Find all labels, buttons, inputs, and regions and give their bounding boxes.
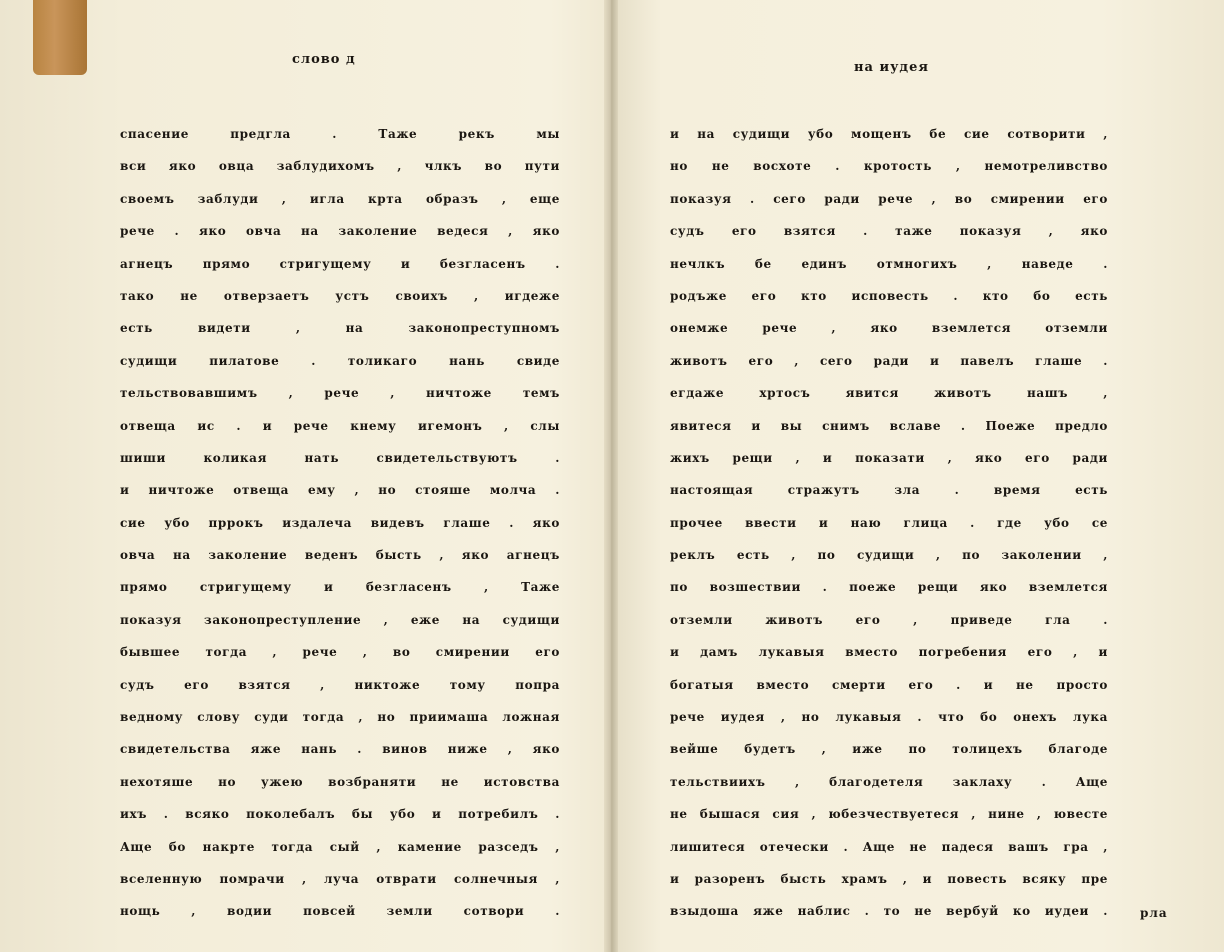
left-text-line: ведному слову суди тогда , но приимаша ложная <box>120 710 560 725</box>
left-text-line: есть видети , на законопреступномъ <box>120 321 560 336</box>
right-text-line: и дамъ лукавыя вместо погребения его , и <box>670 645 1108 660</box>
right-text-line: взыдоша яже наблис . то не вербуй ко иудеи . <box>670 904 1108 919</box>
left-text-line: судищи пилатове . толикаго нань свиде <box>120 353 560 368</box>
left-text-line: шиши коликая нать свидетельствуютъ . <box>120 450 560 465</box>
right-page <box>618 0 1224 952</box>
right-text-line: нечлкъ бе единъ отмногихъ , наведе . <box>670 256 1108 271</box>
catchword: рла <box>1140 906 1168 920</box>
right-text-line: животъ его , сего ради и павелъ глаше . <box>670 353 1108 368</box>
right-text-line: по возшествии . поеже рещи яко вземлется <box>670 580 1108 595</box>
right-text-line: лишитеся отечески . Аще не падеся вашъ гра , <box>670 839 1108 854</box>
left-text-line: вселенную помрачи , луча отврати солнечныя , <box>120 871 560 886</box>
left-text-line: и ничтоже отвеща ему , но стояше молча . <box>120 483 560 498</box>
right-text-line: реклъ есть , по судищи , по заколении , <box>670 548 1108 563</box>
right-text-line: явитеся и вы снимъ вславе . Поеже предло <box>670 418 1108 433</box>
left-text-line: тельствовавшимъ , рече , ничтоже темъ <box>120 386 560 401</box>
left-text-line: ихъ . всяко поколебалъ бы убо и потребилъ . <box>120 807 560 822</box>
right-text-line: рече иудея , но лукавыя . что бо онехъ лука <box>670 710 1108 725</box>
right-text-line: судъ его взятся . таже показуя , яко <box>670 224 1108 239</box>
left-text-line: своемъ заблуди , игла крта образъ , еще <box>120 191 560 206</box>
right-text-line: родъже его кто исповесть . кто бо есть <box>670 288 1108 303</box>
right-text-line: богатыя вместо смерти его . и не просто <box>670 677 1108 692</box>
left-page-header: слово д <box>292 52 356 67</box>
right-text-line: но не восхоте . кротость , немотреливство <box>670 159 1108 174</box>
left-text-line: сие убо пррокъ издалеча видевъ глаше . яко <box>120 515 560 530</box>
left-page <box>0 0 604 952</box>
right-page-header: на иудея <box>854 60 929 75</box>
left-text-line: свидетельства яже нань . винов ниже , яко <box>120 742 560 757</box>
book-gutter <box>604 0 618 952</box>
left-text-line: рече . яко овча на заколение ведеся , яко <box>120 224 560 239</box>
right-text-line: и разоренъ бысть храмъ , и повесть всяку пре <box>670 871 1108 886</box>
right-text-line: онемже рече , яко вземлется отземли <box>670 321 1108 336</box>
right-text-line: показуя . сего ради рече , во смирении его <box>670 191 1108 206</box>
left-text-line: бывшее тогда , рече , во смирении его <box>120 645 560 660</box>
right-text-line: егдаже хртосъ явится животъ нашъ , <box>670 386 1108 401</box>
right-text-line: отземли животъ его , приведе гла . <box>670 612 1108 627</box>
left-text-line: спасение предгла . Таже рекъ мы <box>120 127 560 141</box>
left-page-text <box>120 118 560 928</box>
left-text-line: агнецъ прямо стригущему и безгласенъ . <box>120 256 560 271</box>
left-text-line: вси яко овца заблудихомъ , члкъ во пути <box>120 159 560 174</box>
right-text-line: вейше будетъ , иже по толицехъ благоде <box>670 742 1108 757</box>
right-text-line: настоящая стражутъ зла . время есть <box>670 483 1108 498</box>
right-text-line: прочее ввести и наю глица . где убо се <box>670 515 1108 530</box>
left-text-line: нехотяше но ужею возбраняти не истовства <box>120 774 560 789</box>
left-text-line: овча на заколение веденъ бысть , яко агнецъ <box>120 548 560 563</box>
right-text-line: не бышася сия , юбезчествуетеся , нине , ювесте <box>670 807 1108 822</box>
right-page-text <box>670 118 1108 928</box>
left-text-line: нощь , водии повсей земли сотвори . <box>120 904 560 919</box>
left-text-line: судъ его взятся , никтоже тому попра <box>120 677 560 692</box>
right-text-line: жихъ рещи , и показати , яко его ради <box>670 450 1108 465</box>
left-text-line: прямо стригущему и безгласенъ , Таже <box>120 580 560 595</box>
right-text-line: и на судищи убо мощенъ бе сие сотворити , <box>670 127 1108 141</box>
left-text-line: показуя законопреступление , еже на судищи <box>120 612 560 627</box>
left-text-line: отвеща ис . и рече кнему игемонъ , слы <box>120 418 560 433</box>
left-text-line: тако не отверзаетъ устъ своихъ , игдеже <box>120 288 560 303</box>
right-text-line: тельствиихъ , благодетеля заклаху . Аще <box>670 774 1108 789</box>
left-text-line: Аще бо накрте тогда сый , камение разседъ , <box>120 839 560 854</box>
